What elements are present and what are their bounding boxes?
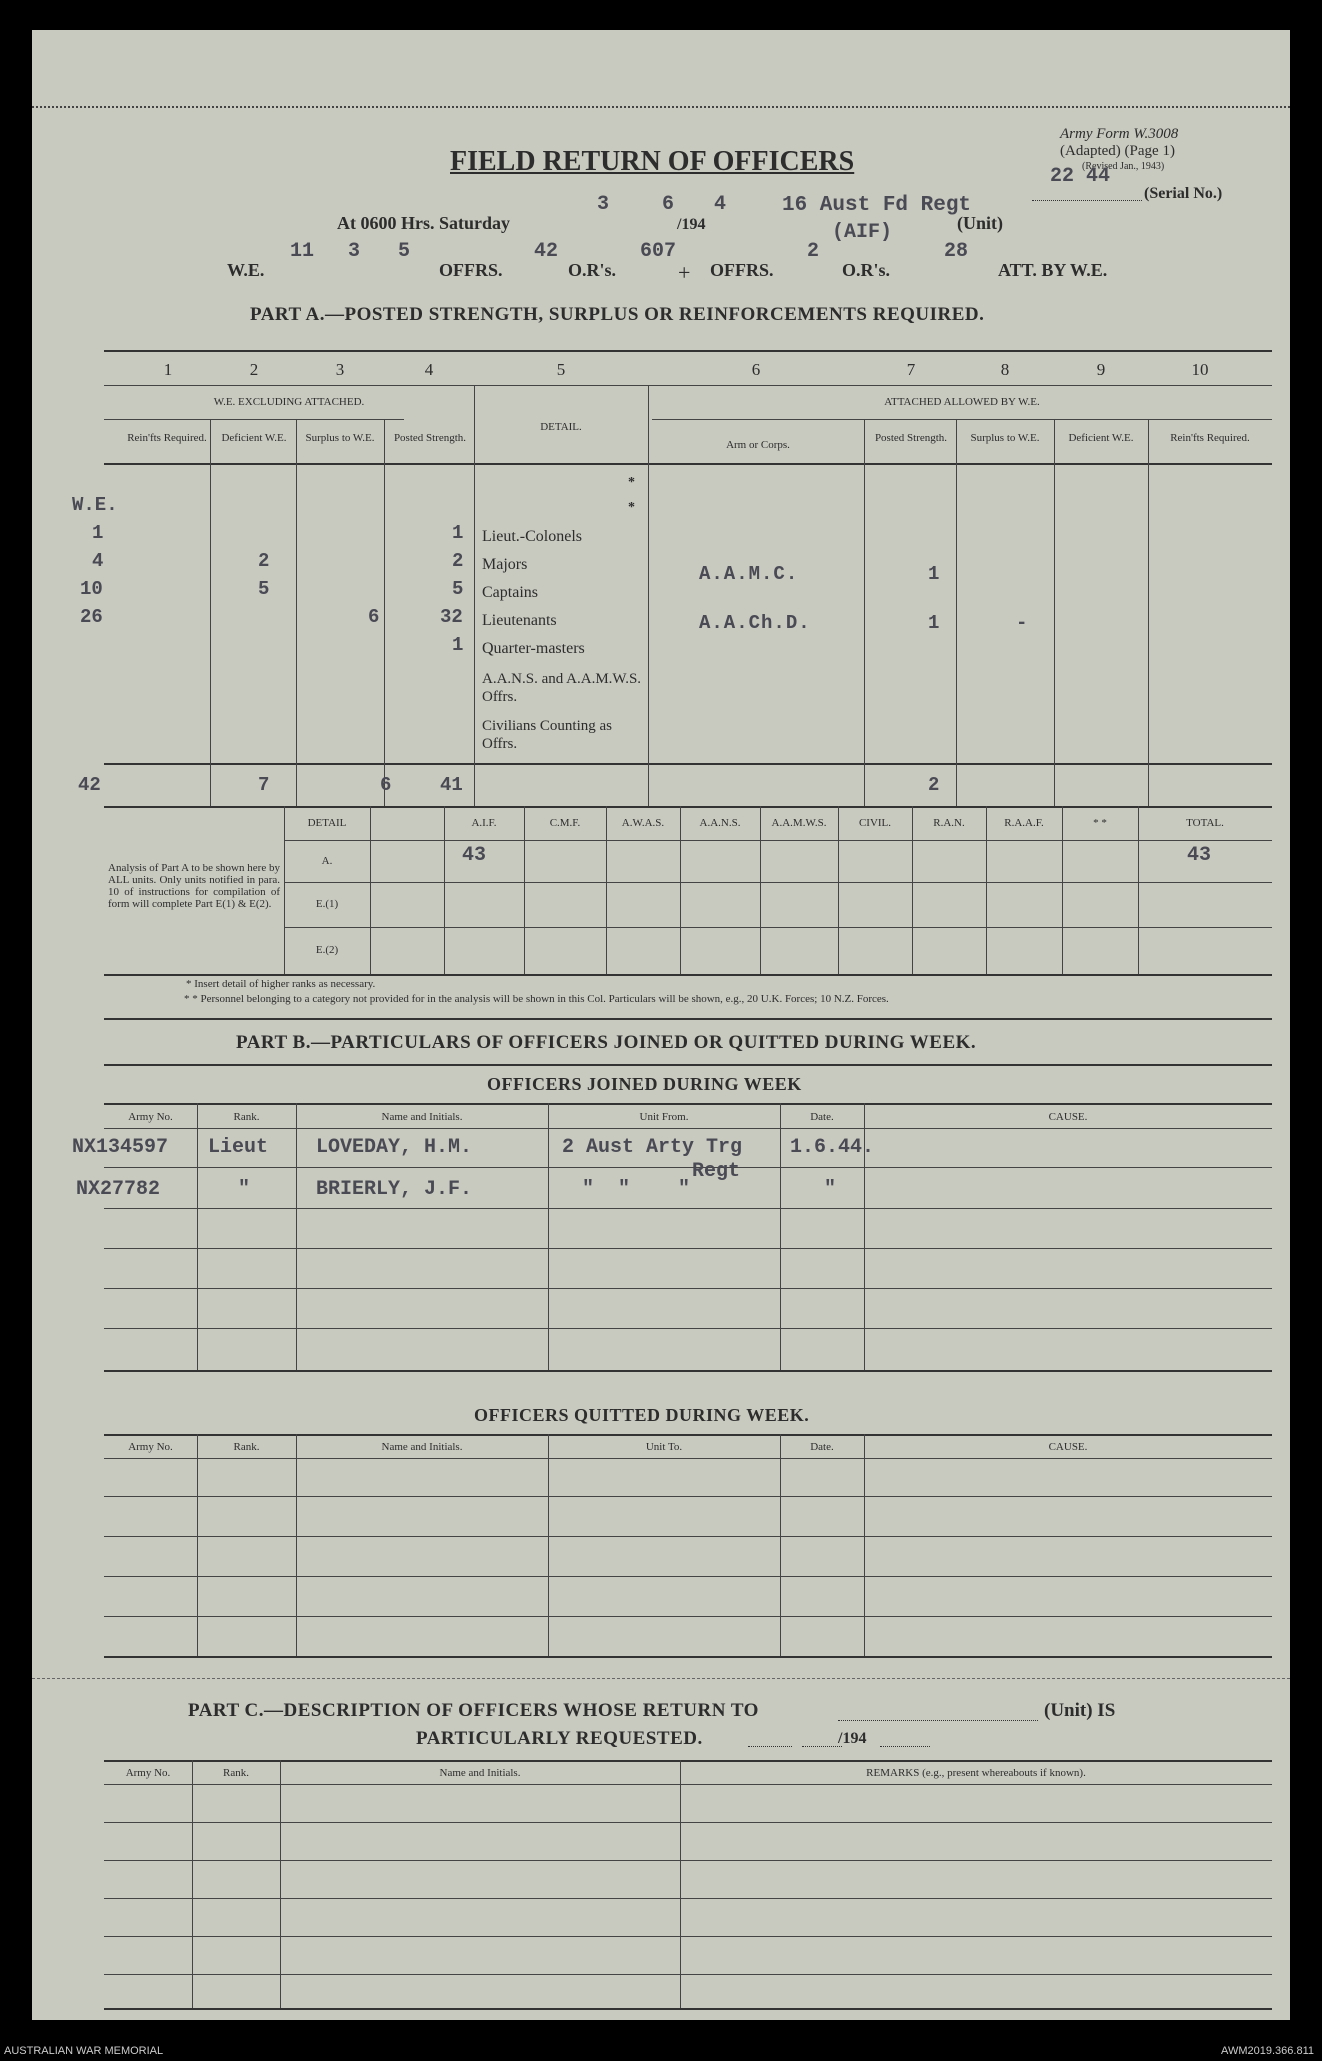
joined-title: OFFICERS JOINED DURING WEEK: [487, 1074, 802, 1094]
unit-label: (Unit): [957, 213, 1003, 233]
part-b-title: PART B.—PARTICULARS OF OFFICERS JOINED OR QUITTED DURING WEEK.: [236, 1032, 977, 1053]
quitted-name-header: Name and Initials.: [381, 1441, 463, 1453]
joined-row2-name: BRIERLY, J.F.: [316, 1178, 473, 1201]
ors2-label: O.R's.: [842, 260, 891, 280]
footer-archive-label: AUSTRALIAN WAR MEMORIAL: [4, 2045, 164, 2057]
quitted-title: OFFICERS QUITTED DURING WEEK.: [474, 1405, 810, 1425]
analysis-total-header: TOTAL.: [1186, 817, 1224, 829]
joined-row1-unit2: Regt: [692, 1160, 741, 1183]
row2-att-posted: 1: [928, 563, 940, 585]
we-value-1: 11: [290, 240, 315, 263]
part-c-remarks-header: REMARKS (e.g., present whereabouts if known).: [866, 1767, 1086, 1779]
total-deficient: 7: [258, 774, 270, 796]
unit-sub: (AIF): [832, 221, 893, 244]
col-num-9: 9: [1096, 360, 1106, 379]
row5-posted: 1: [452, 634, 464, 656]
col-num-3: 3: [335, 360, 345, 379]
analysis-civil-header: CIVIL.: [858, 817, 892, 829]
we-label: W.E.: [227, 260, 265, 280]
row4-surplus: 6: [368, 606, 380, 628]
col-num-8: 8: [1000, 360, 1010, 379]
part-c-title: PART C.—DESCRIPTION OF OFFICERS WHOSE RETURN TO: [188, 1700, 759, 1721]
joined-row2-rank: ": [238, 1178, 251, 1201]
row1-posted: 1: [452, 522, 464, 544]
row4-arm: A.A.Ch.D.: [699, 612, 811, 634]
joined-unit-header: Unit From.: [639, 1111, 689, 1123]
row1-we: 1: [92, 522, 104, 544]
analysis-awas-header: A.W.A.S.: [621, 817, 665, 829]
we-value-2: 3: [348, 240, 361, 263]
joined-row2-armyno: NX27782: [76, 1178, 161, 1201]
footnote-1: * Insert detail of higher ranks as necessary.: [186, 978, 376, 990]
joined-rank-header: Rank.: [233, 1111, 260, 1123]
att-label: ATT. BY W.E.: [998, 260, 1108, 280]
footnote-2: * * Personnel belonging to a category not provided for in the analysis will be shown in this Col. Particulars will be shown, e.g., 20 U.K. Forces; 10 N.Z. Forces.: [184, 993, 889, 1005]
att-reinfts-header: Rein'fts Required.: [1170, 432, 1250, 444]
star-1: *: [628, 475, 635, 490]
deficient-header: Deficient W.E.: [221, 432, 287, 444]
row1-detail: Lieut.-Colonels: [482, 528, 582, 545]
we-excluding-header: W.E. EXCLUDING ATTACHED.: [213, 396, 365, 408]
analysis-cmf-header: C.M.F.: [549, 817, 581, 829]
total-surplus: 6: [380, 774, 392, 796]
att-deficient-header: Deficient W.E.: [1068, 432, 1134, 444]
col-num-5: 5: [556, 360, 566, 379]
part-c-title2: PARTICULARLY REQUESTED.: [416, 1728, 703, 1749]
army-form-label: Army Form W.3008: [1060, 126, 1179, 142]
part-c-armyno-header: Army No.: [125, 1767, 171, 1779]
part-c-rank-header: Rank.: [223, 1767, 249, 1779]
offrs2-label: OFFRS.: [710, 260, 774, 280]
row4-detail: Lieutenants: [482, 612, 557, 629]
offrs-value: 42: [534, 240, 559, 263]
analysis-note: Analysis of Part A to be shown here by ALL units. Only units notified in para. 10 of instructions for compilation of form will complete Part E(1) & E(2).: [108, 862, 280, 910]
col-num-7: 7: [906, 360, 916, 379]
quitted-rank-header: Rank.: [233, 1441, 260, 1453]
joined-cause-header: CAUSE.: [1048, 1111, 1088, 1123]
joined-armyno-header: Army No.: [128, 1111, 173, 1123]
adapted-label: (Adapted) (Page 1): [1060, 143, 1175, 159]
ors-label: O.R's.: [568, 260, 617, 280]
form-sheet: [32, 30, 1290, 2020]
analysis-detail-header: DETAIL: [307, 817, 347, 829]
quitted-unit-header: Unit To.: [645, 1441, 683, 1453]
attached-allowed-header: ATTACHED ALLOWED BY W.E.: [884, 396, 1040, 408]
row5-detail: Quarter-masters: [482, 640, 585, 657]
total-att-posted: 2: [928, 774, 940, 796]
row3-detail: Captains: [482, 584, 538, 601]
att-posted-header: Posted Strength.: [874, 432, 948, 444]
date-year-digit: 4: [714, 193, 727, 216]
perforation-line: [32, 106, 1290, 108]
analysis-row-e1: E.(1): [315, 898, 339, 910]
we-margin-label: W.E.: [72, 494, 118, 516]
reinfts-header: Rein'fts Required.: [127, 432, 207, 444]
analysis-aans-header: A.A.N.S.: [699, 817, 741, 829]
quitted-date-header: Date.: [810, 1441, 834, 1453]
analysis-row-a-total: 43: [1187, 844, 1212, 867]
we-value-3: 5: [398, 240, 411, 263]
total-we: 42: [78, 774, 101, 796]
total-posted: 41: [440, 774, 463, 796]
analysis-row-a-aif: 43: [462, 844, 487, 867]
row2-posted: 2: [452, 550, 464, 572]
row2-deficient: 2: [258, 550, 270, 572]
date-day: 3: [597, 193, 610, 216]
offrs-label: OFFRS.: [439, 260, 503, 280]
analysis-raaf-header: R.A.A.F.: [1004, 817, 1044, 829]
offrs2-value: 2: [807, 240, 820, 263]
analysis-ran-header: R.A.N.: [933, 817, 965, 829]
quitted-cause-header: CAUSE.: [1048, 1441, 1088, 1453]
footer-accession-number: AWM2019.366.811: [1221, 2045, 1314, 2057]
form-title: FIELD RETURN OF OFFICERS: [450, 146, 855, 177]
joined-row1-rank: Lieut: [208, 1136, 269, 1159]
joined-row1-armyno: NX134597: [72, 1136, 169, 1159]
row3-we: 10: [80, 578, 103, 600]
star-2: *: [628, 500, 635, 515]
part-c-unit-is: (Unit) IS: [1044, 1700, 1116, 1721]
detail-header: DETAIL.: [540, 421, 582, 433]
analysis-aamws-header: A.A.M.W.S.: [771, 817, 827, 829]
date-year-prefix: /194: [677, 216, 706, 233]
joined-date-header: Date.: [810, 1111, 834, 1123]
row4-att-posted: 1: [928, 612, 940, 634]
part-a-title: PART A.—POSTED STRENGTH, SURPLUS OR REINFORCEMENTS REQUIRED.: [250, 304, 985, 325]
detail-civilians: Civilians Counting as Offrs.: [482, 718, 613, 752]
joined-row2-date: ": [824, 1178, 837, 1201]
serial-number-value: 22 44: [1050, 165, 1111, 188]
joined-name-header: Name and Initials.: [381, 1111, 463, 1123]
joined-row1-unit: 2 Aust Arty Trg: [562, 1136, 743, 1159]
unit-value: 16 Aust Fd Regt: [782, 194, 972, 217]
at-hrs-label: At 0600 Hrs. Saturday: [337, 213, 511, 233]
row3-deficient: 5: [258, 578, 270, 600]
surplus-header: Surplus to W.E.: [305, 432, 375, 444]
date-month: 6: [662, 193, 675, 216]
joined-row1-date: 1.6.44.: [790, 1136, 875, 1159]
part-c-name-header: Name and Initials.: [439, 1767, 521, 1779]
part-c-date-suffix: /194: [838, 1730, 867, 1747]
row3-posted: 5: [452, 578, 464, 600]
row4-posted: 32: [440, 606, 463, 628]
analysis-other-header: * *: [1093, 817, 1107, 829]
col-num-2: 2: [249, 360, 259, 379]
joined-row1-name: LOVEDAY, H.M.: [316, 1136, 473, 1159]
analysis-aif-header: A.I.F.: [471, 817, 497, 829]
arm-corps-header: Arm or Corps.: [726, 439, 790, 451]
serial-label: (Serial No.): [1144, 185, 1223, 202]
detail-aans: A.A.N.S. and A.A.M.W.S. Offrs.: [482, 671, 642, 705]
analysis-row-a: A.: [321, 855, 333, 867]
row2-detail: Majors: [482, 556, 528, 573]
col-num-1: 1: [163, 360, 173, 379]
ors2-value: 28: [944, 240, 969, 263]
col-num-6: 6: [751, 360, 761, 379]
revised-label: (Revised Jan., 1943): [1082, 161, 1165, 172]
ors-value: 607: [640, 240, 677, 263]
analysis-row-e2: E.(2): [315, 944, 339, 956]
col-num-10: 10: [1191, 360, 1209, 379]
row2-arm: A.A.M.C.: [699, 563, 799, 585]
quitted-armyno-header: Army No.: [128, 1441, 173, 1453]
row4-att-surplus: -: [1016, 612, 1028, 634]
row2-we: 4: [92, 550, 104, 572]
joined-row2-unit: " " ": [582, 1178, 691, 1201]
plus-sign: +: [678, 260, 691, 285]
att-surplus-header: Surplus to W.E.: [970, 432, 1040, 444]
col-num-4: 4: [424, 360, 434, 379]
posted-header: Posted Strength.: [393, 432, 467, 444]
serial-dotted: [1032, 200, 1142, 201]
row4-we: 26: [80, 606, 103, 628]
